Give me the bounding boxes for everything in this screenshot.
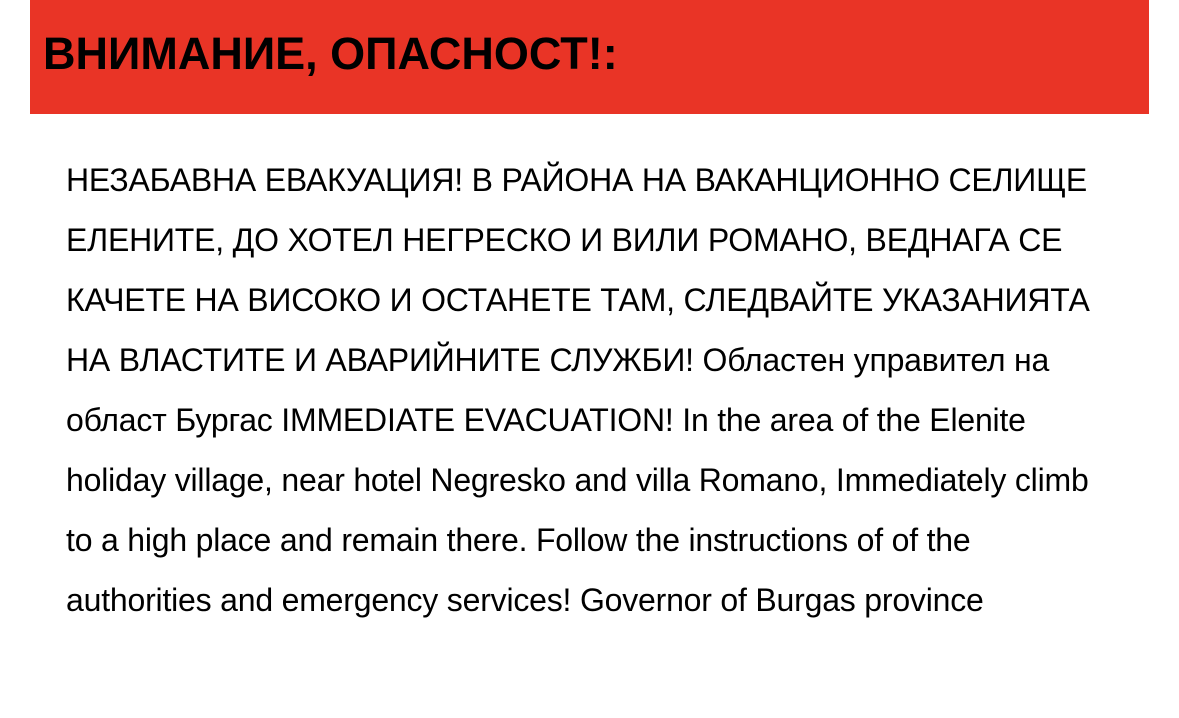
alert-title: ВНИМАНИЕ, ОПАСНОСТ!: — [43, 28, 618, 79]
alert-body — [66, 150, 1096, 630]
alert-header — [30, 0, 1149, 114]
alert-message: НЕЗАБАВНА ЕВАКУАЦИЯ! В РАЙОНА НА ВАКАНЦИОННО СЕЛИЩЕ ЕЛЕНИТЕ, ДО ХОТЕЛ НЕГРЕСКО И ВИЛИ РОМАНО, ВЕДНАГА СЕ КАЧЕТЕ НА ВИСОКО И ОСТАНЕТЕ ТАМ, СЛЕДВАЙТЕ УКАЗАНИЯТА НА ВЛАСТИТЕ И АВАРИЙНИТЕ СЛУЖБИ! Областен управител на област Бургас IMMEDIATE EVACUATION! In the area of the Elenite holiday village, near hotel Negresko and villa Romano, Immediately climb to a high place and remain there. Follow the instructions of of the authorities and emergency services! Governor of Burgas province — [66, 162, 1090, 618]
